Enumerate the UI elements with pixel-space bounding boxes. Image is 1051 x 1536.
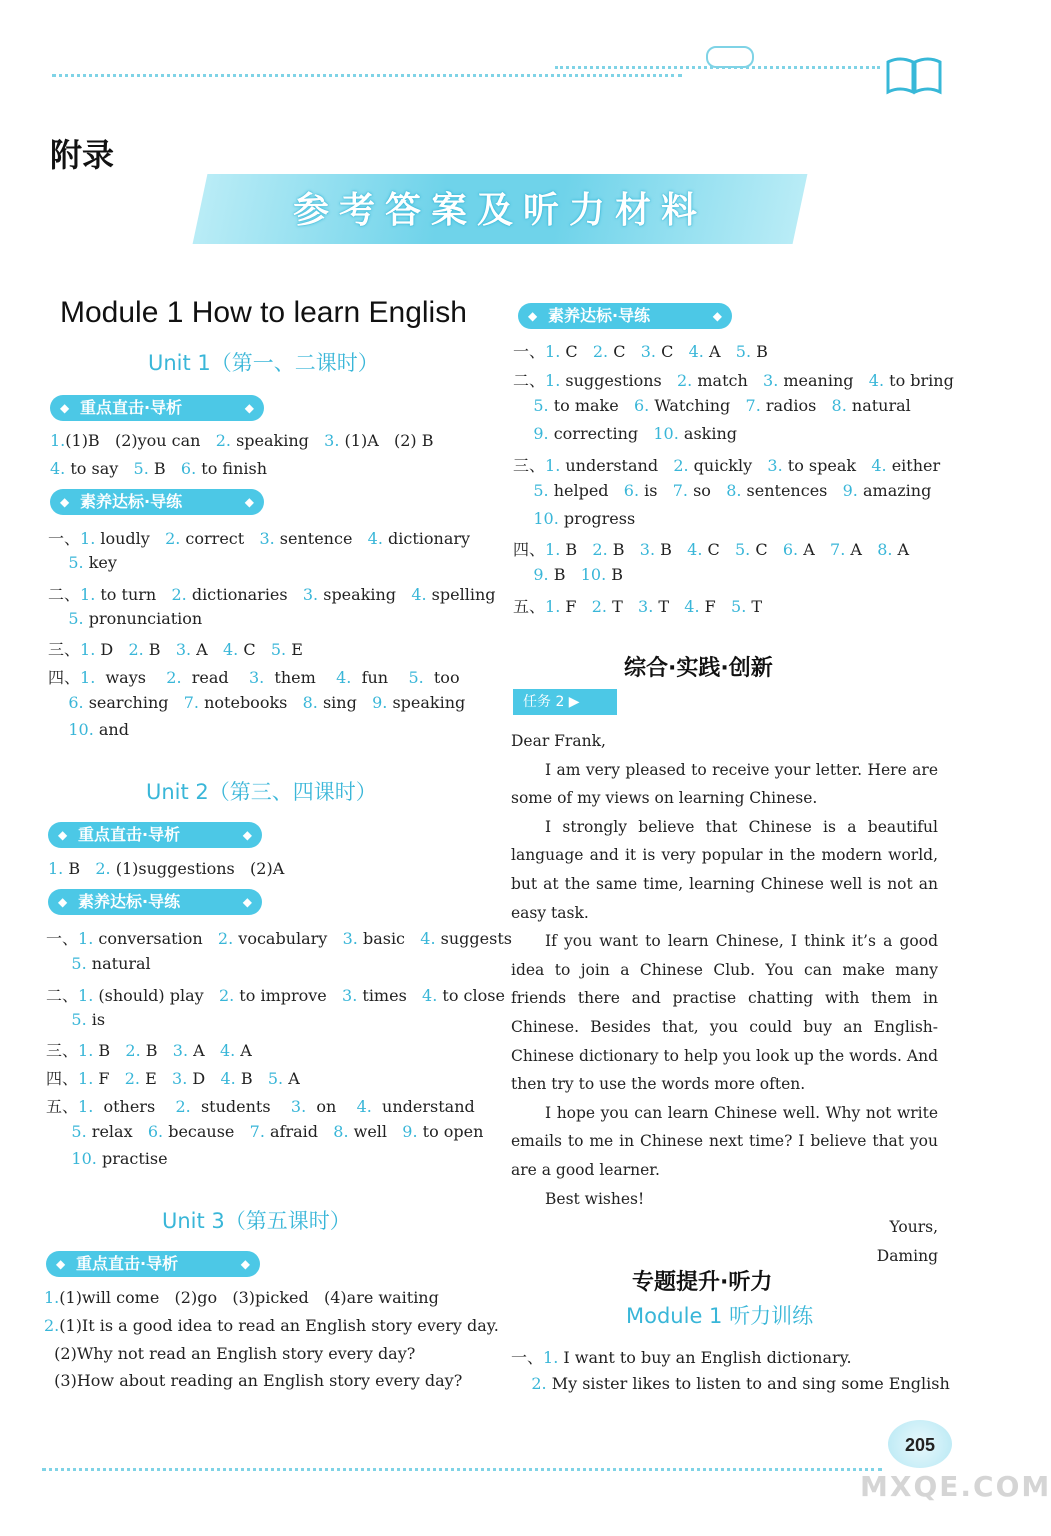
answer-text: helped bbox=[548, 481, 624, 500]
left-line-11 bbox=[46, 926, 512, 949]
item-number: 4. bbox=[422, 986, 438, 1005]
answer-text: relax bbox=[86, 1122, 148, 1141]
item-number: 6. bbox=[48, 693, 84, 712]
item-number: 2. bbox=[511, 1374, 547, 1393]
item-number: 1. bbox=[80, 668, 96, 687]
right-line-3 bbox=[513, 424, 737, 443]
item-number: 1. bbox=[545, 456, 561, 475]
item-number: 2. bbox=[128, 640, 144, 659]
item-number: 6. bbox=[623, 481, 640, 500]
item-number: 4. bbox=[420, 929, 436, 948]
left-line-15 bbox=[46, 1038, 252, 1061]
answer-text: basic bbox=[357, 929, 421, 948]
item-number: 3. bbox=[324, 431, 340, 450]
item-number: 1. bbox=[50, 431, 66, 450]
item-number: 3. bbox=[290, 1097, 307, 1116]
answer-text: speaking bbox=[387, 693, 466, 712]
item-number: 7. bbox=[183, 693, 200, 712]
pill-suyang-2: ◆ 素养达标·导练 ◆ bbox=[48, 889, 262, 915]
item-number: 6. bbox=[782, 540, 799, 559]
item-number: 3. bbox=[172, 1069, 188, 1088]
answer-text: to say bbox=[65, 459, 134, 478]
answer-text: conversation bbox=[93, 929, 218, 948]
answer-text: B bbox=[235, 1069, 268, 1088]
answer-text: Watching bbox=[649, 396, 746, 415]
answer-text: A bbox=[892, 540, 910, 559]
left-line-12 bbox=[46, 954, 151, 973]
left-line-5 bbox=[48, 609, 202, 628]
item-number: 1. bbox=[543, 1348, 559, 1367]
item-number: 4. bbox=[684, 597, 700, 616]
answer-text: D bbox=[187, 1069, 221, 1088]
answer-text: and bbox=[93, 720, 129, 739]
listening-subheading: Module 1 听力训练 bbox=[626, 1304, 814, 1328]
item-number: 5. bbox=[735, 540, 751, 559]
item-number: 3. bbox=[172, 1041, 189, 1060]
answer-text: E bbox=[286, 640, 303, 659]
section-ordinal: 二、 bbox=[48, 585, 81, 604]
item-number: 5. bbox=[267, 1069, 284, 1088]
book-icon bbox=[886, 56, 942, 94]
answer-text: pronunciation bbox=[83, 609, 203, 628]
answer-text: (1)will come (2)go (3)picked (4)are waiting bbox=[59, 1288, 439, 1307]
item-number: 2. bbox=[218, 986, 235, 1005]
left-line-13 bbox=[46, 983, 505, 1006]
section-ordinal: 一、 bbox=[511, 1348, 544, 1367]
item-number: 9. bbox=[402, 1122, 418, 1141]
item-number: 2. bbox=[166, 668, 182, 687]
item-number: 8. bbox=[726, 481, 742, 500]
bottom-dotted-rule bbox=[42, 1468, 882, 1471]
answer-text: suggests bbox=[435, 929, 512, 948]
item-number: 5. bbox=[735, 342, 752, 361]
item-number: 2. bbox=[592, 540, 608, 559]
left-line-23 bbox=[44, 1371, 462, 1390]
item-number: 3. bbox=[248, 668, 265, 687]
item-number: 1. bbox=[44, 1288, 60, 1307]
answer-text: so bbox=[688, 481, 727, 500]
item-number: 5. bbox=[731, 597, 747, 616]
item-number: 2. bbox=[175, 1097, 191, 1116]
answer-text: match bbox=[692, 371, 764, 390]
section-ordinal: 四、 bbox=[46, 1069, 79, 1088]
item-number: 1. bbox=[545, 371, 561, 390]
item-number: 4. bbox=[219, 1041, 236, 1060]
item-number: 7. bbox=[830, 540, 846, 559]
item-number: 2. bbox=[171, 585, 187, 604]
answer-text: T bbox=[746, 597, 763, 616]
item-number: 2. bbox=[215, 431, 231, 450]
letter-paragraph: If you want to learn Chinese, I think it’s a good idea to join a Chinese Club. You can make many friends there and practise chatting with them in Chinese. Besides that, you could buy an English-Chinese dictionary to help you look up the words. And then try to use the words more often. bbox=[511, 932, 938, 1094]
letter-paragraph: I strongly believe that Chinese is a beautiful language and it is very popular in the modern world, but at the same time, learning Chinese well is not an easy task. bbox=[511, 817, 938, 922]
item-number: 9. bbox=[513, 565, 549, 584]
right-line-1 bbox=[513, 368, 954, 391]
answer-text: times bbox=[357, 986, 423, 1005]
item-number: 4. bbox=[50, 459, 66, 478]
answer-text: them bbox=[264, 668, 337, 687]
answer-text: B bbox=[560, 540, 593, 559]
answer-text: B bbox=[751, 342, 768, 361]
item-number: 8. bbox=[877, 540, 893, 559]
item-number: 2. bbox=[673, 456, 689, 475]
answer-text: A bbox=[845, 540, 878, 559]
answer-text: C bbox=[702, 540, 735, 559]
item-number: 3. bbox=[342, 929, 358, 948]
answer-text: A bbox=[188, 1041, 220, 1060]
left-line-20 bbox=[44, 1288, 439, 1307]
cloud-icon bbox=[706, 46, 754, 68]
item-number: 8. bbox=[831, 396, 847, 415]
section-ordinal: 二、 bbox=[513, 371, 546, 390]
answer-text: progress bbox=[558, 509, 636, 528]
answer-text: C bbox=[608, 342, 641, 361]
answer-text: amazing bbox=[857, 481, 932, 500]
left-line-0 bbox=[50, 431, 434, 450]
right-line-4 bbox=[513, 453, 940, 476]
answer-text: B bbox=[143, 640, 176, 659]
item-number: 5. bbox=[48, 553, 84, 572]
section-ordinal: 三、 bbox=[46, 1041, 79, 1060]
item-number: 7. bbox=[672, 481, 688, 500]
answer-text: radios bbox=[760, 396, 832, 415]
answer-text: sing bbox=[317, 693, 373, 712]
answer-text: meaning bbox=[778, 371, 869, 390]
answer-text: key bbox=[83, 553, 117, 572]
unit-3-title: Unit 3（第五课时） bbox=[162, 1209, 351, 1233]
left-line-6 bbox=[48, 637, 303, 660]
answer-text: B bbox=[606, 565, 624, 584]
answer-text: dictionary bbox=[382, 529, 471, 548]
right-line-8 bbox=[513, 565, 623, 584]
answer-text: B bbox=[140, 1041, 173, 1060]
item-number: 4. bbox=[336, 668, 352, 687]
title-banner bbox=[200, 160, 800, 252]
item-number: 2. bbox=[591, 597, 607, 616]
answer-text: sentences bbox=[741, 481, 843, 500]
item-number: 2. bbox=[217, 929, 234, 948]
left-line-14 bbox=[46, 1010, 105, 1029]
item-number: 4. bbox=[687, 540, 703, 559]
answer-text: B bbox=[655, 540, 688, 559]
unit-1-title: Unit 1（第一、二课时） bbox=[148, 351, 379, 375]
pill-zhongdian-2: ◆ 重点直击·导析 ◆ bbox=[48, 822, 262, 848]
answer-text: correct bbox=[180, 529, 260, 548]
left-line-17 bbox=[46, 1094, 475, 1117]
item-number: 1. bbox=[78, 929, 94, 948]
item-number: 1. bbox=[545, 540, 561, 559]
item-number: 6. bbox=[147, 1122, 164, 1141]
section-ordinal: 五、 bbox=[46, 1097, 79, 1116]
left-line-4 bbox=[48, 582, 495, 605]
answer-text: correcting bbox=[548, 424, 654, 443]
item-number: 4. bbox=[688, 342, 704, 361]
item-number: 4. bbox=[367, 529, 383, 548]
answer-text: natural bbox=[846, 396, 911, 415]
answer-text: C bbox=[750, 540, 783, 559]
answer-text: loudly bbox=[95, 529, 166, 548]
section-ordinal: 三、 bbox=[513, 456, 546, 475]
item-number: 1. bbox=[80, 529, 96, 548]
left-line-22 bbox=[44, 1344, 415, 1363]
answer-text: read bbox=[181, 668, 249, 687]
answer-text: D bbox=[95, 640, 129, 659]
answer-text: asking bbox=[678, 424, 738, 443]
item-number: 3. bbox=[259, 529, 275, 548]
module-title: Module 1 How to learn English bbox=[60, 296, 467, 329]
answer-text: (1)suggestions (2)A bbox=[110, 859, 285, 878]
item-number: 4. bbox=[871, 456, 887, 475]
pill-suyang-3: ◆ 素养达标·导练 ◆ bbox=[518, 303, 732, 329]
answer-text: to bring bbox=[884, 371, 954, 390]
item-number: 6. bbox=[633, 396, 650, 415]
letter-sign-off: Best wishes! bbox=[545, 1189, 645, 1208]
pill-zhongdian-1: ◆ 重点直击·导析 ◆ bbox=[50, 395, 264, 421]
section-ordinal: 四、 bbox=[513, 540, 546, 559]
item-number: 3. bbox=[302, 585, 319, 604]
section-ordinal: 一、 bbox=[48, 529, 81, 548]
answer-text: sentence bbox=[274, 529, 368, 548]
item-number: 1. bbox=[80, 585, 96, 604]
section-ordinal: 三、 bbox=[48, 640, 81, 659]
right-line-7 bbox=[513, 537, 909, 560]
section-heading-listening: 专题提升·听力 bbox=[632, 1270, 773, 1295]
item-number: 7. bbox=[745, 396, 761, 415]
answer-text: too bbox=[423, 668, 460, 687]
answer-text: speaking bbox=[318, 585, 412, 604]
answer-text: students bbox=[190, 1097, 291, 1116]
pill-suyang-1: ◆ 素养达标·导练 ◆ bbox=[50, 489, 264, 515]
answer-text: to improve bbox=[234, 986, 343, 1005]
left-line-21 bbox=[44, 1316, 499, 1335]
item-number: 9. bbox=[842, 481, 858, 500]
section-ordinal: 五、 bbox=[513, 597, 546, 616]
answer-text: A bbox=[191, 640, 223, 659]
pill-zhongdian-3: ◆ 重点直击·导析 ◆ bbox=[46, 1251, 260, 1277]
letter-signature: Daming bbox=[876, 1246, 938, 1265]
answer-text: (2)Why not read an English story every day? bbox=[44, 1344, 416, 1363]
answer-text: notebooks bbox=[199, 693, 303, 712]
left-line-2 bbox=[48, 526, 470, 549]
answer-text: F bbox=[93, 1069, 125, 1088]
item-number: 10. bbox=[46, 1149, 97, 1168]
top-dotted-rule bbox=[52, 74, 682, 77]
answer-text: understand bbox=[560, 456, 674, 475]
page-number: 205 bbox=[888, 1420, 952, 1468]
answer-text: quickly bbox=[688, 456, 768, 475]
answer-text: F bbox=[699, 597, 732, 616]
answer-text: speaking bbox=[231, 431, 325, 450]
answer-text: A bbox=[798, 540, 831, 559]
left-line-8 bbox=[48, 693, 465, 712]
section-heading-practice: 综合·实践·创新 bbox=[624, 656, 773, 681]
item-number: 3. bbox=[638, 597, 654, 616]
answer-text: well bbox=[348, 1122, 403, 1141]
answer-text: T bbox=[653, 597, 685, 616]
task-label: 任务 2 ▶ bbox=[513, 689, 617, 715]
answer-text: to open bbox=[417, 1122, 484, 1141]
item-number: 10. bbox=[653, 424, 679, 443]
answer-text: either bbox=[886, 456, 941, 475]
listening-line-1 bbox=[511, 1374, 950, 1393]
answer-text: afraid bbox=[264, 1122, 334, 1141]
answer-text: (1)A (2) B bbox=[339, 431, 434, 450]
right-line-2 bbox=[513, 396, 911, 415]
answer-text: is bbox=[639, 481, 673, 500]
answer-text: searching bbox=[83, 693, 184, 712]
appendix-title: 附录 bbox=[50, 136, 115, 174]
item-number: 10. bbox=[580, 565, 607, 584]
answer-text: practise bbox=[96, 1149, 168, 1168]
item-number: 2. bbox=[125, 1041, 141, 1060]
item-number: 7. bbox=[249, 1122, 265, 1141]
item-number: 1. bbox=[80, 640, 96, 659]
item-number: 1. bbox=[545, 597, 561, 616]
item-number: 8. bbox=[333, 1122, 349, 1141]
answer-text: B bbox=[548, 565, 581, 584]
left-line-10 bbox=[48, 859, 284, 878]
item-number: 1. bbox=[78, 1041, 94, 1060]
item-number: 5. bbox=[408, 668, 424, 687]
answer-text: understand bbox=[371, 1097, 475, 1116]
item-number: 10. bbox=[513, 509, 559, 528]
item-number: 2. bbox=[592, 342, 609, 361]
item-number: 2. bbox=[677, 371, 693, 390]
item-number: 4. bbox=[220, 1069, 236, 1088]
section-ordinal: 四、 bbox=[48, 668, 81, 687]
unit-2-title: Unit 2（第三、四课时） bbox=[146, 780, 377, 804]
item-number: 5. bbox=[46, 1122, 87, 1141]
item-number: 1. bbox=[78, 1069, 94, 1088]
section-ordinal: 二、 bbox=[46, 986, 79, 1005]
answer-text: to close bbox=[437, 986, 505, 1005]
answer-text: C bbox=[238, 640, 271, 659]
answer-text: B bbox=[148, 459, 181, 478]
item-number: 3. bbox=[342, 986, 358, 1005]
answer-text: (should) play bbox=[93, 986, 219, 1005]
letter-greeting: Dear Frank, bbox=[511, 732, 606, 750]
watermark: MXQE.COM bbox=[860, 1470, 1051, 1503]
section-ordinal: 一、 bbox=[513, 342, 546, 361]
item-number: 2. bbox=[124, 1069, 140, 1088]
letter-paragraph: I hope you can learn Chinese well. Why not write emails to me in Chinese next time? I believe that you are a good learner. bbox=[511, 1103, 938, 1179]
right-line-6 bbox=[513, 509, 635, 528]
answer-text: suggestions bbox=[560, 371, 677, 390]
answer-text: is bbox=[86, 1010, 106, 1029]
answer-text: dictionaries bbox=[186, 585, 303, 604]
item-number: 5. bbox=[270, 640, 287, 659]
item-number: 3. bbox=[763, 371, 779, 390]
banner-title: 参考答案及听力材料 bbox=[292, 190, 707, 231]
answer-text: B bbox=[93, 1041, 126, 1060]
left-line-3 bbox=[48, 553, 117, 572]
answer-text: to speak bbox=[782, 456, 872, 475]
left-line-7 bbox=[48, 665, 460, 688]
left-line-18 bbox=[46, 1122, 483, 1141]
right-line-9 bbox=[513, 594, 762, 617]
left-line-19 bbox=[46, 1149, 168, 1168]
item-number: 9. bbox=[372, 693, 388, 712]
listening-line-0 bbox=[511, 1345, 852, 1368]
right-line-5 bbox=[513, 481, 931, 500]
answer-text: A bbox=[235, 1041, 252, 1060]
answer-text: E bbox=[140, 1069, 173, 1088]
item-number: 1. bbox=[545, 342, 561, 361]
item-number: 1. bbox=[78, 986, 94, 1005]
sample-letter bbox=[511, 727, 938, 1270]
item-number: 3. bbox=[640, 342, 656, 361]
answer-text: spelling bbox=[426, 585, 496, 604]
answer-text: B bbox=[63, 859, 96, 878]
item-number: 2. bbox=[95, 859, 111, 878]
answer-text: C bbox=[656, 342, 689, 361]
item-number: 4. bbox=[868, 371, 885, 390]
item-number: 1. bbox=[78, 1097, 94, 1116]
left-line-16 bbox=[46, 1066, 300, 1089]
item-number: 5. bbox=[46, 1010, 87, 1029]
answer-text: (3)How about reading an English story every day? bbox=[44, 1371, 463, 1390]
item-number: 3. bbox=[639, 540, 656, 559]
item-number: 5. bbox=[513, 396, 549, 415]
item-number: 4. bbox=[356, 1097, 372, 1116]
answer-text: (1)B (2)you can bbox=[65, 431, 216, 450]
answer-text: ways bbox=[95, 668, 167, 687]
answer-text: to finish bbox=[196, 459, 268, 478]
answer-text: F bbox=[560, 597, 592, 616]
answer-text: A bbox=[283, 1069, 300, 1088]
answer-text: My sister likes to listen to and sing some English bbox=[546, 1374, 950, 1393]
item-number: 5. bbox=[48, 609, 84, 628]
left-line-9 bbox=[48, 720, 129, 739]
item-number: 3. bbox=[175, 640, 192, 659]
answer-text: (1)It is a good idea to read an English story every day. bbox=[59, 1316, 499, 1335]
item-number: 5. bbox=[133, 459, 149, 478]
item-number: 2. bbox=[165, 529, 181, 548]
answer-text: C bbox=[560, 342, 593, 361]
item-number: 6. bbox=[180, 459, 197, 478]
letter-closing: Yours, bbox=[889, 1218, 938, 1237]
item-number: 9. bbox=[513, 424, 549, 443]
left-line-1 bbox=[50, 459, 267, 478]
answer-text: on bbox=[306, 1097, 357, 1116]
answer-text: fun bbox=[351, 668, 409, 687]
item-number: 2. bbox=[44, 1316, 60, 1335]
answer-text: to make bbox=[548, 396, 634, 415]
answer-text: because bbox=[163, 1122, 250, 1141]
answer-text: others bbox=[93, 1097, 176, 1116]
item-number: 5. bbox=[513, 481, 549, 500]
answer-text: to turn bbox=[95, 585, 172, 604]
answer-text: vocabulary bbox=[233, 929, 343, 948]
item-number: 5. bbox=[46, 954, 87, 973]
answer-text: A bbox=[703, 342, 736, 361]
item-number: 4. bbox=[223, 640, 239, 659]
answer-text: I want to buy an English dictionary. bbox=[558, 1348, 852, 1367]
item-number: 8. bbox=[302, 693, 318, 712]
section-ordinal: 一、 bbox=[46, 929, 79, 948]
answer-text: B bbox=[607, 540, 640, 559]
right-line-0 bbox=[513, 339, 768, 362]
answer-text: T bbox=[607, 597, 639, 616]
item-number: 10. bbox=[48, 720, 94, 739]
letter-paragraph: I am very pleased to receive your letter. Here are some of my views on learning Chinese. bbox=[511, 760, 938, 808]
answer-text: natural bbox=[86, 954, 151, 973]
item-number: 3. bbox=[767, 456, 783, 475]
item-number: 4. bbox=[411, 585, 427, 604]
item-number: 1. bbox=[48, 859, 64, 878]
